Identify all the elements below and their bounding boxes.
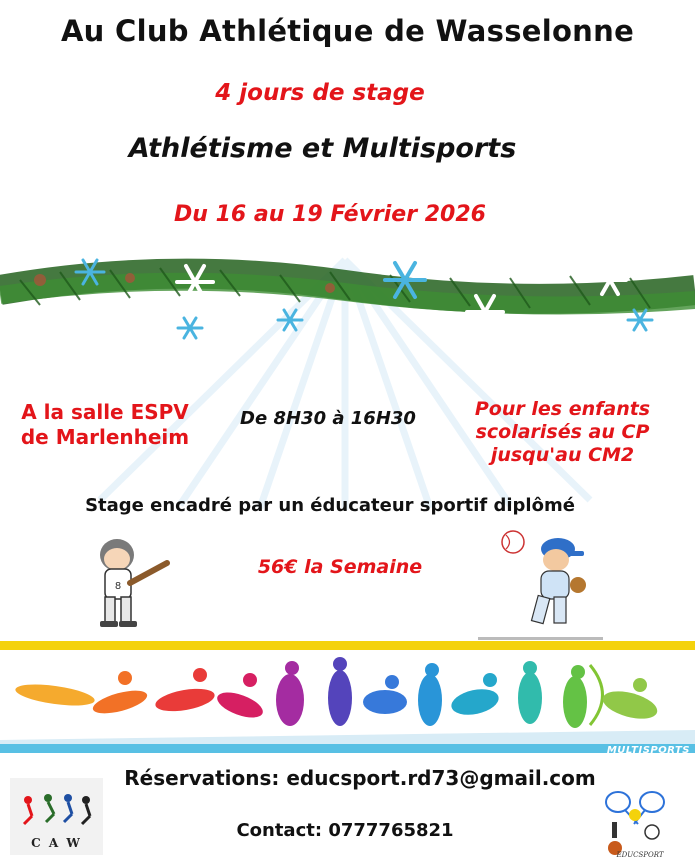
stage-activities: Athlétisme et Multisports	[128, 133, 517, 164]
audience-line1: Pour les enfants	[474, 398, 651, 420]
educsport-logo-text: EDUCSPORT	[616, 851, 664, 859]
sport-silhouettes	[0, 650, 695, 745]
location	[10, 400, 200, 450]
target-audience	[440, 398, 685, 467]
baseball-kid-batter	[75, 533, 175, 633]
audience-line2: scolarisés au CP	[475, 421, 650, 443]
contact-phone: Contact: 0777765821	[236, 820, 454, 841]
location-line2: de Marlenheim	[20, 425, 190, 449]
stage-duration: 4 jours de stage	[215, 80, 425, 106]
baseball-kid-pitcher	[478, 527, 603, 642]
reservations-email: Réservations: educsport.rd73@gmail.com	[124, 766, 596, 790]
supervision-note: Stage encadré par un éducateur sportif diplômé	[85, 495, 575, 516]
runners-icon	[10, 778, 103, 838]
audience-line3: jusqu'au CM2	[490, 444, 635, 466]
multisports-label: MULTISPORTS	[606, 745, 690, 756]
stage-dates: Du 16 au 19 Février 2026	[174, 202, 486, 227]
christmas-garland	[0, 250, 695, 350]
poster-title: Au Club Athlétique de Wasselonne	[60, 14, 635, 48]
stage-hours: De 8H30 à 16H30	[240, 408, 416, 429]
educsport-logo	[590, 780, 690, 860]
svg-text:8: 8	[114, 581, 122, 592]
band-top-stripe	[0, 641, 695, 650]
location-line1: A la salle ESPV	[21, 400, 189, 424]
price: 56€ la Semaine	[257, 556, 423, 578]
caw-logo-text: C A W	[31, 836, 82, 850]
